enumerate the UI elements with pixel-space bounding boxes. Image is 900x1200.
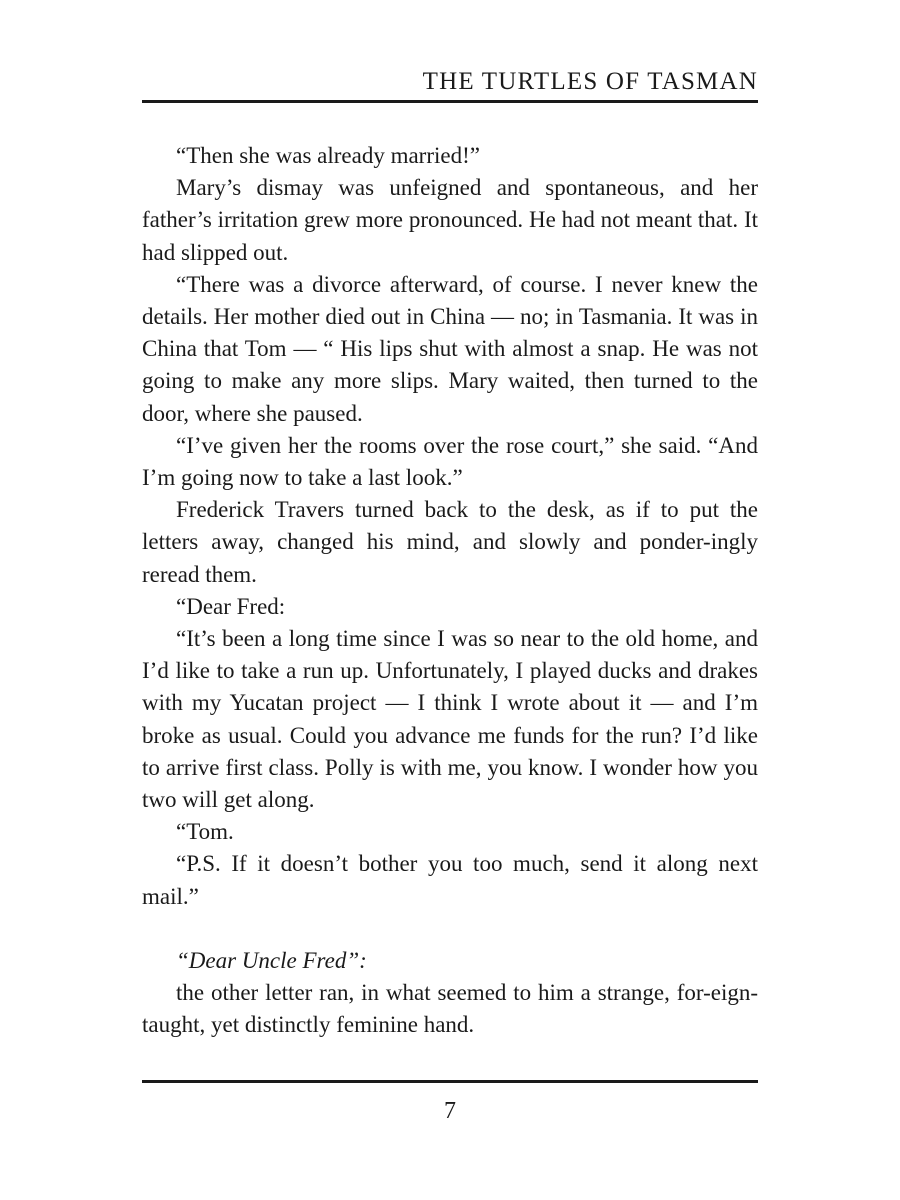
letter-body: “It’s been a long time since I was so near to the old home, and I’d like to take a run up. Unfortunately, I played ducks and drakes with my Yucatan project — I think I wrote about it — and I’m broke as usual. Could you advance me funds for the run? I’d like to arrive first class. Polly is with me, you know. I wonder how you two will get along. (142, 626, 758, 813)
letter-postscript: “P.S. If it doesn’t bother you too much, send it along next mail.” (142, 851, 758, 909)
letter-salutation: “Dear Fred: (176, 593, 286, 619)
paragraph: “I’ve given her the rooms over the rose court,” she said. “And I’m going now to take a last look.” (142, 432, 758, 491)
paragraph: “Then she was already married!” (176, 143, 480, 168)
paragraph: Mary’s dismay was unfeigned and spontaneous, and her father’s irritation grew more pronounced. He had not meant that. It had slipped out. (142, 175, 758, 265)
paragraph: “There was a divorce afterward, of course. I never knew the details. Her mother died out in China — no; in Tasmania. It was in China that Tom — “ His lips shut with almost a snap. He was not going to make any more slips. Mary waited, then turned to the door, where she paused. (142, 271, 758, 426)
letter-salutation-italic: “Dear Uncle Fred”: (176, 947, 367, 973)
page-number: 7 (444, 1098, 456, 1124)
paragraph: the other letter ran, in what seemed to him a strange, for-eign-taught, yet distinctly feminine hand. (142, 980, 758, 1038)
footer-rule (142, 1080, 758, 1083)
paragraph: Frederick Travers turned back to the desk, as if to put the letters away, changed his mind, and slowly and ponder-ingly reread them. (142, 497, 758, 587)
header-rule (142, 100, 758, 103)
letter-signature: “Tom. (176, 819, 234, 845)
body-text (142, 140, 758, 1041)
book-page (142, 0, 758, 1200)
running-head: THE TURTLES OF TASMAN (422, 68, 758, 95)
